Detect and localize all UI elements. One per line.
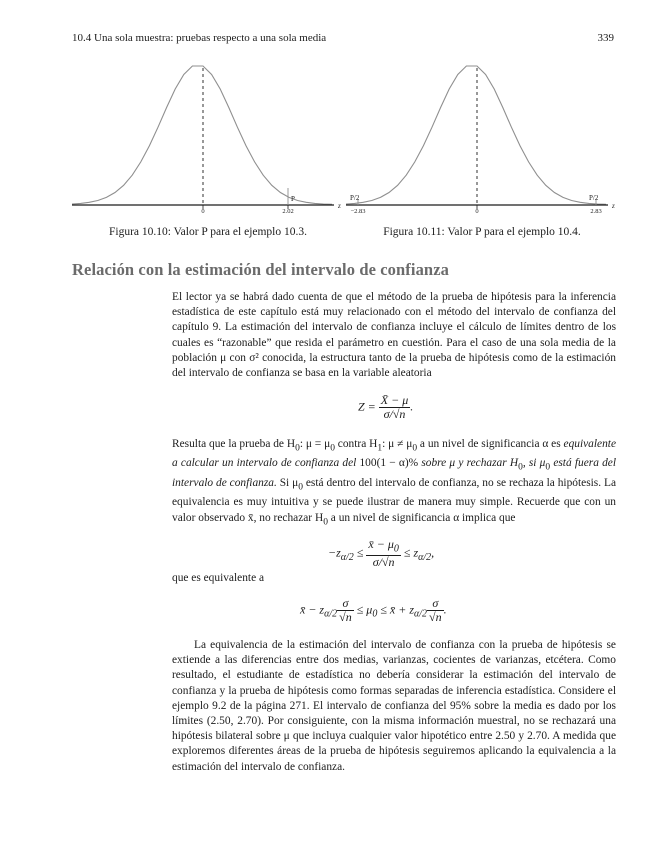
paragraph-3 <box>172 571 616 586</box>
figure-10-11-caption: Figura 10.11: Valor P para el ejemplo 10.4. <box>383 226 581 238</box>
critical-tick-label: 2.02 <box>282 208 294 215</box>
figure-10-10-caption: Figura 10.10: Valor P para el ejemplo 10.3. <box>108 226 308 238</box>
p-label: P <box>291 195 295 203</box>
equation-z: Z = $\frac{X̄ - \mu}{\sigma/√n}$ . <box>358 393 414 421</box>
left-tick-label: −2.83 <box>350 208 366 215</box>
p-half-left-label: P/2 <box>350 194 360 202</box>
running-header <box>72 32 614 44</box>
running-header-section: 10.4 Una sola muestra: pruebas respecto a una sola media <box>72 32 327 44</box>
paragraph-1 <box>172 290 616 381</box>
axis-label: z <box>338 202 341 210</box>
page-number: 339 <box>597 32 614 44</box>
paragraph-4 <box>172 638 616 775</box>
section-heading: Relación con la estimación del intervalo de confianza <box>72 260 449 279</box>
figure-10-11 <box>346 60 618 216</box>
equation-interval: x̄ − $z_{\alpha/2}$ $\frac{\sigma}{√n}$ ≤ $\mu_0$ ≤ x̄ + $z_{\alpha/2}$ $\frac{\sigma}{√n}$ . <box>300 596 447 624</box>
paragraph-4-text: La equivalencia de la estimación del intervalo de confianza con la prueba de hipótesis se extiende a las diferencias entre dos medias, varianzas, cocientes de varianzas, etcétera. Como resultado, el estudiante de estadística no debería considerar la estimación del intervalo de confianza y la prueba de hipótesis como formas separadas de inferencia estadística. Considere el ejemplo 9.2 de la página 271. El intervalo de confianza del 95% sobre la media es dado por los límites (2.50, 2.70). Por consiguiente, con la misma información muestral, no se rechazará una hipótesis bilateral sobre μ que incluya cualquier valor hipotético entre 2.50 y 2.70. A medida que exploremos diferentes áreas de la prueba de hipótesis seguiremos aplicando la equivalencia a la estimación del intervalo de confianza. <box>172 639 616 773</box>
paragraph-1-text: El lector ya se habrá dado cuenta de que el método de la prueba de hipótesis para la inferencia estadística de este capítulo está muy relacionado con el método del intervalo de confianza del capítulo 9. La estimación del intervalo de confianza incluye el cálculo de límites dentro de los cuales es “razonable” que resida el parámetro en cuestión. Para el caso de una sola media de la población μ con σ² conocida, la estructura tanto de la prueba de hipótesis como de la estimación del intervalo de confianza se basa en la variable aleatoria <box>172 291 616 380</box>
p-half-right-label: P/2 <box>589 194 599 202</box>
center-tick-label: 0 <box>201 208 205 215</box>
paragraph-2-text: Resulta que la prueba de $H_0$: $\mu = \mu_0$ contra $H_1$: $\mu \ne \mu_0$ a un nivel de significancia α es equivalente a calcular un intervalo de confianza del 100(1 − α)% sobre μ y rechazar $H_0$, si $\mu_0$ está fuera del intervalo de confianza. Si $\mu_0$ está dentro del intervalo de confianza, no se rechaza la hipótesis. La equivalencia es muy intuitiva y se puede ilustrar de manera muy simple. Recuerde que con un valor observado x̄, no rechazar $H_0$ a un nivel de significancia α implica que <box>172 438 617 527</box>
normal-curve <box>72 66 332 204</box>
normal-curve <box>346 66 606 204</box>
center-tick-label: 0 <box>475 208 479 215</box>
figure-10-10 <box>72 60 344 216</box>
paragraph-2 <box>172 437 616 530</box>
equation-inequality: $-z_{\alpha/2}$ ≤ $\frac{x̄ - \mu_0}{\sigma/√n}$ ≤ $z_{\alpha/2}$, <box>328 537 435 570</box>
right-tick-label: 2.83 <box>590 208 602 215</box>
paragraph-3-text: que es equivalente a <box>172 572 265 584</box>
axis-label: z <box>612 202 615 210</box>
